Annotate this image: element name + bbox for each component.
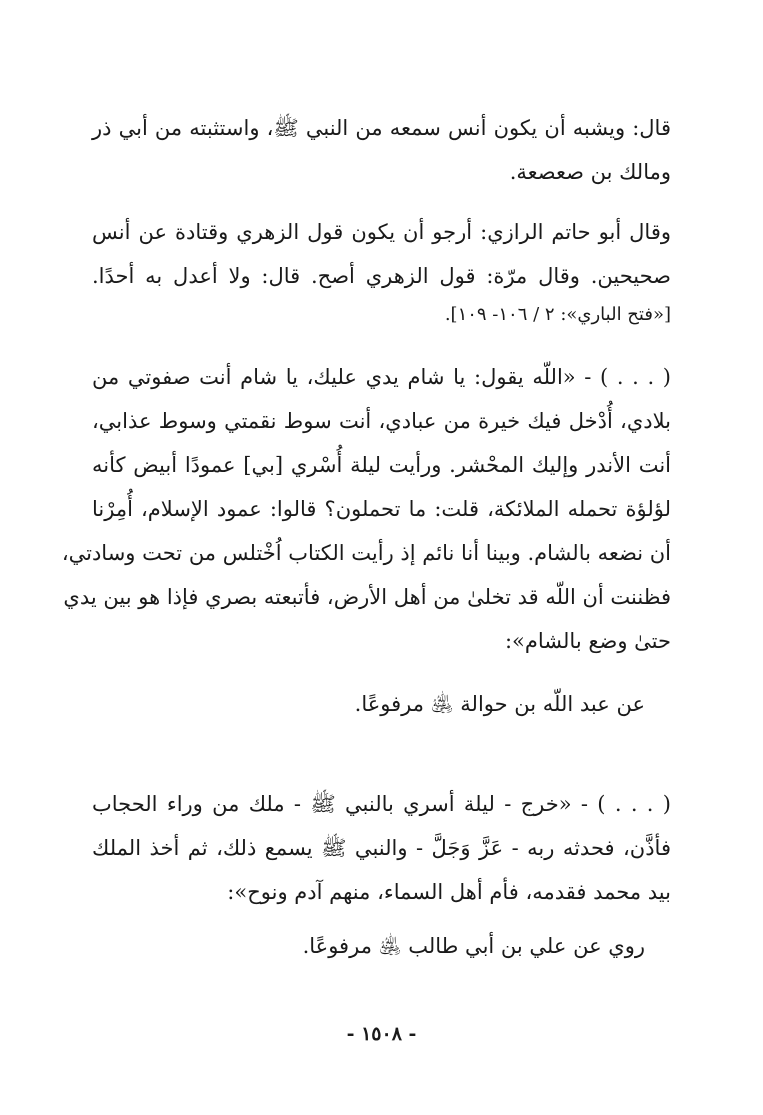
text-line: أن نضعه بالشام. وبينا أنا نائم إذ رأيت الكتاب اُخْتلس من تحت وسادتي، xyxy=(61,541,671,565)
text-line: صحيحين. وقال مرّة: قول الزهري أصح. قال: ولا أعدل به أحدًا. xyxy=(92,264,671,288)
text-line: حتىٰ وضع بالشام»: xyxy=(504,629,671,653)
paragraph-2 xyxy=(92,210,671,332)
text-line: فظننت أن اللّه قد تخلىٰ من أهل الأرض، فأتبعته بصري فإذا هو بين يدي xyxy=(63,585,671,609)
hadith-attribution-2: روي عن علي بن أبي طالب ﵁ مرفوعًا. xyxy=(302,934,645,958)
text-line: ( . . . ) - «خرج - ليلة أسري بالنبي ﷺ - ملك من وراء الحجاب xyxy=(92,792,671,816)
text-line: ومالك بن صعصعة. xyxy=(509,160,671,184)
hadith-attribution-1: عن عبد اللّه بن حوالة ﵁ مرفوعًا. xyxy=(354,692,645,716)
text-line: لؤلؤة تحمله الملائكة، قلت: ما تحملون؟ قالوا: عمود الإسلام، أُمِرْنا xyxy=(92,497,671,521)
text-line: ( . . . ) - «اللّه يقول: يا شام يدي عليك، يا شام أنت صفوتي من xyxy=(92,365,671,389)
text-line: بيد محمد فقدمه، فأم أهل السماء، منهم آدم ونوح»: xyxy=(227,880,671,904)
text-line: فأذَّن، فحدثه ربه - عَزَّ وَجَلَّ - والنبي ﷺ يسمع ذلك، ثم أخذ الملك xyxy=(92,836,671,860)
text-line: بلادي، أُدْخل فيك خيرة من عبادي، أنت سوط نقمتي وسوط عذابي، xyxy=(92,409,671,433)
paragraph-1 xyxy=(92,106,671,194)
text-line: قال: ويشبه أن يكون أنس سمعه من النبي ﷺ، واستثبته من أبي ذر xyxy=(92,116,671,140)
hadith-paragraph-1 xyxy=(61,355,671,663)
hadith-paragraph-2 xyxy=(92,782,671,914)
text-line: أنت الأندر وإليك المحْشر. ورأيت ليلة أُسْري [بي] عمودًا أبيض كأنه xyxy=(92,453,671,477)
text-line: وقال أبو حاتم الرازي: أرجو أن يكون قول الزهري وقتادة عن أنس xyxy=(92,220,671,244)
page-number: - ١٥٠٨ - xyxy=(346,1023,417,1045)
citation-line: [«فتح الباري»: ٢ / ١٠٦- ١٠٩]. xyxy=(444,304,671,325)
